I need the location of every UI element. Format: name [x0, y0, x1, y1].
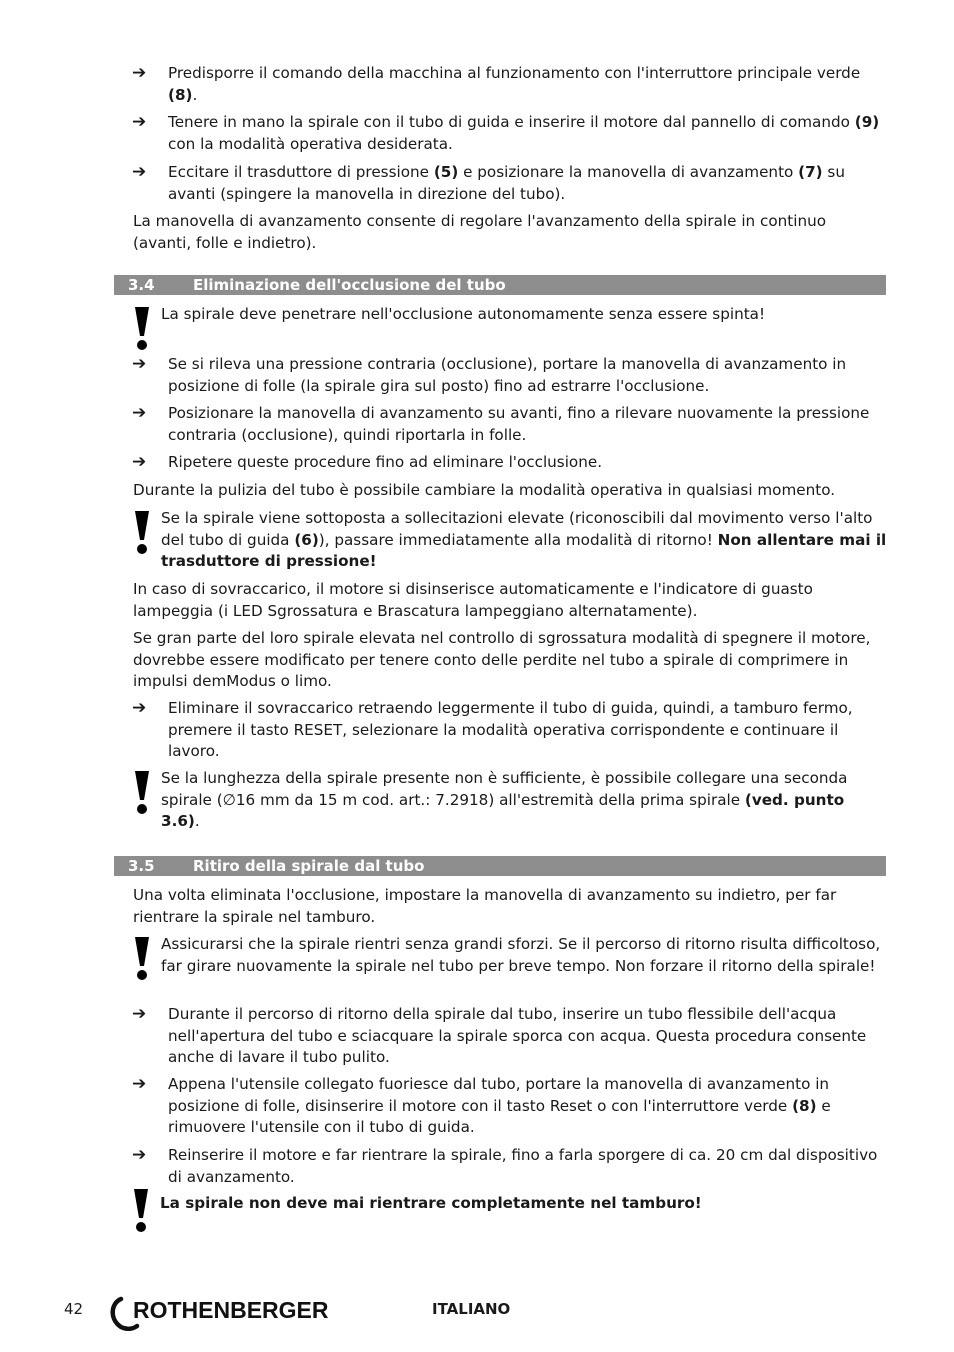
warning-note: Se la lunghezza della spirale presente non è sufficiente, è possibile collegare una seconda spirale (∅16 mm da 15 m cod. art.: 7.2918) all'estremità della prima spirale (ved. punto 3.6).	[132, 768, 888, 833]
step-item: ➔ Durante il percorso di ritorno della spirale dal tubo, inserire un tubo flessibile dell'acqua nell'apertura del tubo e sciacquare la spirale sporca con acqua. Questa procedura consente anche di lavare il tubo pulito.	[132, 1004, 867, 1066]
arrow-right-icon: ➔	[132, 1004, 147, 1024]
warning-note: La spirale deve penetrare nell'occlusione autonomamente senza essere spinta!	[132, 304, 888, 326]
step-item: ➔ Eliminare il sovraccarico retraendo leggermente il tubo di guida, quindi, a tamburo fermo, premere il tasto RESET, selezionare la modalità operativa corrispondente e continuare il lavoro.	[132, 698, 853, 760]
intro-step-3: ➔ Eccitare il trasduttore di pressione (5) e posizionare la manovella di avanzamento (7) su avanti (spingere la manovella in direzione del tubo).	[132, 162, 845, 203]
page-number: 42	[64, 1300, 84, 1318]
step-item: ➔ Appena l'utensile collegato fuoriesce dal tubo, portare la manovella di avanzamento in posizione di folle, disinserire il motore con il tasto Reset o con l'interruttore verde (8) e rimuovere l'utensile con il tubo di guida.	[132, 1074, 831, 1136]
exclamation-icon	[132, 770, 152, 816]
step-item: ➔ Posizionare la manovella di avanzamento su avanti, fino a rilevare nuovamente la pressione contraria (occlusione), quindi riportarla in folle.	[132, 403, 870, 444]
arrow-right-icon: ➔	[132, 162, 147, 182]
arrow-right-icon: ➔	[132, 1074, 147, 1094]
exclamation-icon	[132, 936, 152, 982]
arrow-right-icon: ➔	[132, 1145, 147, 1165]
section-heading-3-5: 3.5 Ritiro della spirale dal tubo	[114, 856, 886, 876]
step-item: ➔ Reinserire il motore e far rientrare la spirale, fino a farla sporgere di ca. 20 cm dal dispositivo di avanzamento.	[132, 1145, 878, 1186]
arrow-right-icon: ➔	[132, 698, 147, 718]
exclamation-icon	[132, 306, 152, 352]
intro-note: La manovella di avanzamento consente di regolare l'avanzamento della spirale in continuo (avanti, folle e indietro).	[133, 212, 826, 252]
warning-note: Assicurarsi che la spirale rientri senza grandi sforzi. Se il percorso di ritorno risulta difficoltoso, far girare nuovamente la spirale nel tubo per breve tempo. Non forzare il ritorno della spirale!	[132, 934, 888, 977]
arrow-right-icon: ➔	[132, 112, 147, 132]
section-heading-3-4: 3.4 Eliminazione dell'occlusione del tubo	[114, 275, 886, 295]
arrow-right-icon: ➔	[132, 452, 147, 472]
paragraph: Durante la pulizia del tubo è possibile cambiare la modalità operativa in qualsiasi momento.	[133, 481, 836, 499]
step-item: ➔ Se si rileva una pressione contraria (occlusione), portare la manovella di avanzamento in posizione di folle (la spirale gira sul posto) fino ad estrarre l'occlusione.	[132, 354, 847, 395]
language-label: ITALIANO	[432, 1300, 511, 1318]
warning-note: Se la spirale viene sottoposta a sollecitazioni elevate (riconoscibili dal movimento verso l'alto del tubo di guida (6)), passare immediatamente alla modalità di ritorno! Non allentare mai il trasduttore di pressione!	[132, 508, 888, 573]
arrow-right-icon: ➔	[132, 403, 147, 423]
exclamation-icon	[132, 510, 152, 556]
paragraph: Se gran parte del loro spirale elevata nel controllo di sgrossatura modalità di spegnere il motore, dovrebbe essere modificato per tenere conto delle perdite nel tubo a spirale di comprimere in impulsi demModus o limo.	[133, 629, 871, 690]
intro-step-1: ➔ Predisporre il comando della macchina al funzionamento con l'interruttore principale verde (8).	[132, 63, 861, 104]
exclamation-icon	[131, 1188, 151, 1234]
brand-logo	[107, 1293, 347, 1331]
arrow-right-icon: ➔	[132, 63, 147, 83]
paragraph: In caso di sovraccarico, il motore si disinserisce automaticamente e l'indicatore di guasto lampeggia (i LED Sgrossatura e Brascatura lampeggiano alternatamente).	[133, 580, 813, 620]
paragraph: Una volta eliminata l'occlusione, impostare la manovella di avanzamento su indietro, per far rientrare la spirale nel tamburo.	[133, 886, 837, 926]
warning-note: La spirale non deve mai rientrare completamente nel tamburo!	[132, 1186, 888, 1215]
arrow-right-icon: ➔	[132, 354, 147, 374]
step-item: ➔ Ripetere queste procedure fino ad eliminare l'occlusione.	[132, 452, 603, 472]
intro-step-2: ➔ Tenere in mano la spirale con il tubo di guida e inserire il motore dal pannello di comando (9) con la modalità operativa desiderata.	[132, 112, 880, 153]
svg-text:ROTHENBERGER: ROTHENBERGER	[133, 1297, 329, 1323]
